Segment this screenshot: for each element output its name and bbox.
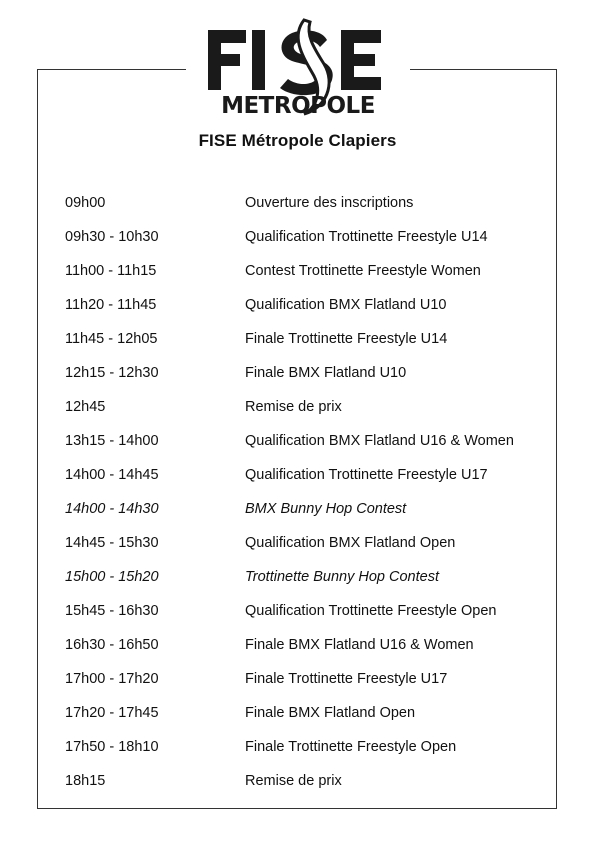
fise-metropole-logo — [186, 18, 410, 118]
schedule-time: 17h00 - 17h20 — [65, 670, 159, 687]
schedule-event: Finale Trottinette Freestyle U14 — [245, 330, 448, 347]
schedule-row — [65, 492, 545, 526]
schedule-time: 13h15 - 14h00 — [65, 432, 159, 449]
schedule-event: Finale BMX Flatland Open — [245, 704, 416, 721]
schedule-row — [65, 288, 545, 322]
schedule-time: 15h00 - 15h20 — [65, 568, 159, 585]
schedule-time: 12h45 — [65, 398, 106, 415]
schedule-event: Qualification Trottinette Freestyle Open — [245, 602, 497, 619]
logo-subtitle: METROPOLE — [221, 93, 375, 118]
schedule-row — [65, 458, 545, 492]
schedule-time: 17h50 - 18h10 — [65, 738, 159, 755]
schedule-time: 11h45 - 12h05 — [65, 330, 158, 347]
schedule-event: Finale Trottinette Freestyle Open — [245, 738, 457, 755]
schedule-row — [65, 390, 545, 424]
schedule-event: Qualification BMX Flatland Open — [245, 534, 456, 551]
schedule-time: 09h00 — [65, 194, 106, 211]
schedule-row — [65, 526, 545, 560]
schedule-row — [65, 696, 545, 730]
schedule-event: Finale BMX Flatland U10 — [245, 364, 407, 381]
schedule-event: Qualification Trottinette Freestyle U14 — [245, 228, 488, 245]
schedule-row — [65, 662, 545, 696]
schedule-event: Contest Trottinette Freestyle Women — [245, 262, 481, 279]
schedule-event: Remise de prix — [245, 772, 342, 789]
schedule-time: 15h45 - 16h30 — [65, 602, 159, 619]
schedule-time: 11h00 - 11h15 — [65, 262, 157, 279]
schedule-event: Trottinette Bunny Hop Contest — [245, 568, 439, 585]
schedule-row — [65, 220, 545, 254]
schedule-event: Qualification BMX Flatland U10 — [245, 296, 447, 313]
schedule-event: Remise de prix — [245, 398, 342, 415]
schedule-time: 09h30 - 10h30 — [65, 228, 159, 245]
schedule-row — [65, 560, 545, 594]
schedule-event: Ouverture des inscriptions — [245, 194, 414, 211]
schedule-row — [65, 730, 545, 764]
schedule-row — [65, 356, 545, 390]
schedule-list — [65, 186, 545, 798]
schedule-event: Finale BMX Flatland U16 & Women — [245, 636, 474, 653]
schedule-time: 12h15 - 12h30 — [65, 364, 159, 381]
schedule-row — [65, 594, 545, 628]
schedule-time: 14h00 - 14h30 — [65, 500, 159, 517]
schedule-row — [65, 424, 545, 458]
schedule-row — [65, 628, 545, 662]
schedule-time: 14h00 - 14h45 — [65, 466, 159, 483]
schedule-row — [65, 254, 545, 288]
schedule-time: 14h45 - 15h30 — [65, 534, 159, 551]
schedule-time: 18h15 — [65, 772, 106, 789]
schedule-event: Qualification Trottinette Freestyle U17 — [245, 466, 488, 483]
schedule-time: 11h20 - 11h45 — [65, 296, 157, 313]
schedule-row — [65, 186, 545, 220]
schedule-time: 16h30 - 16h50 — [65, 636, 159, 653]
page-title: FISE Métropole Clapiers — [198, 131, 397, 150]
schedule-row — [65, 322, 545, 356]
schedule-event: BMX Bunny Hop Contest — [245, 500, 407, 517]
logo-graphic — [186, 18, 410, 118]
schedule-event: Finale Trottinette Freestyle U17 — [245, 670, 448, 687]
schedule-event: Qualification BMX Flatland U16 & Women — [245, 432, 514, 449]
schedule-time: 17h20 - 17h45 — [65, 704, 159, 721]
schedule-row — [65, 764, 545, 798]
